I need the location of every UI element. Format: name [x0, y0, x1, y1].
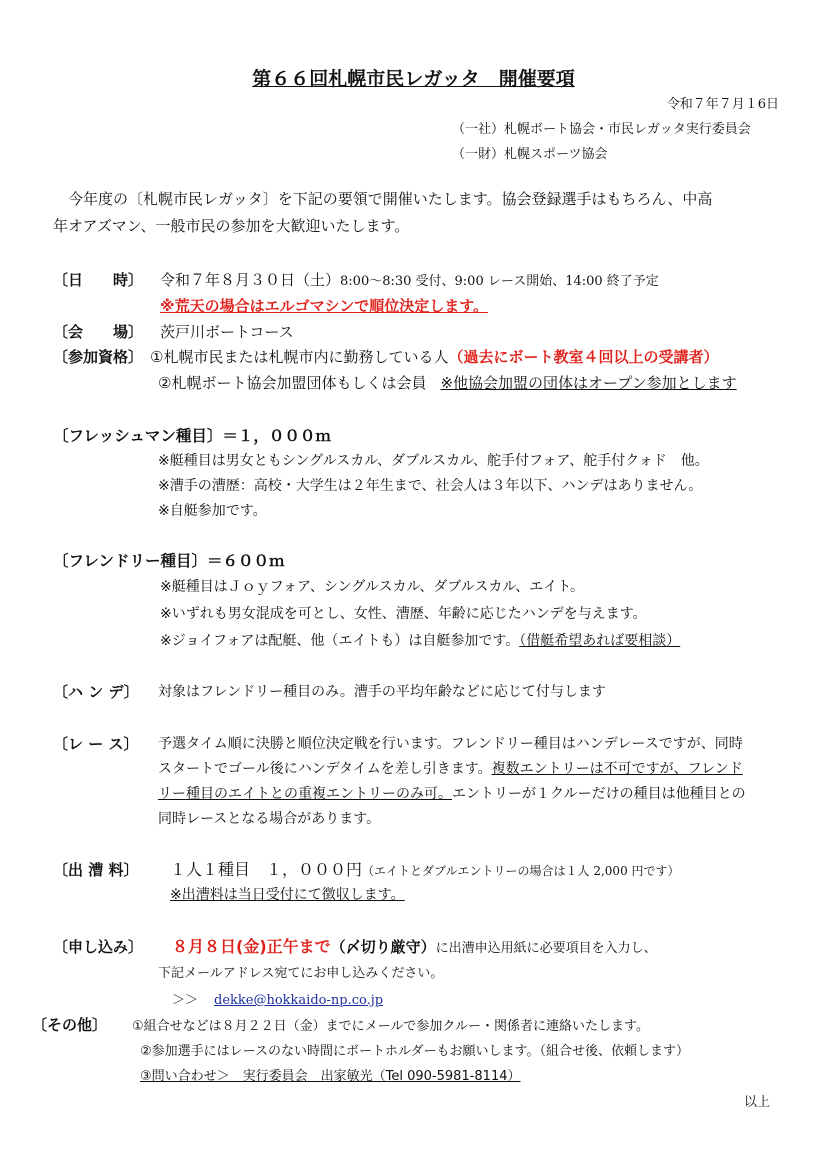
race-label: 〔レ ー ス〕 — [53, 735, 139, 753]
eligibility-item-2-text: ②札幌ボート協会加盟団体もしくは会員 — [158, 374, 427, 392]
race-line-3-text: エントリーが１クルーだけの種目は他種目との — [452, 786, 746, 802]
intro-line-2: 年オアズマン、一般市民の参加を大歓迎いたします。 — [53, 217, 410, 235]
friendly-note-2: ※いずれも男女混成を可とし、女性、漕歴、年齢に応じたハンデを与えます。 — [160, 606, 647, 622]
handicap-label: 〔ハ ン デ〕 — [53, 683, 139, 701]
application-strict: （〆切り厳守） — [330, 938, 436, 956]
other-item-1: ①組合せなどは８月２２日（金）までにメールで参加クルー・関係者に連絡いたします。 — [132, 1019, 649, 1034]
intro-line-1: 今年度の〔札幌市民レガッタ〕を下記の要領で開催いたします。協会登録選手はもちろん、中高 — [68, 190, 713, 208]
venue-label: 〔会 場〕 — [53, 323, 144, 341]
schedule-weather-note: ※荒天の場合はエルゴマシンで順位決定します。 — [160, 297, 489, 315]
other-label: 〔その他〕 — [32, 1016, 108, 1034]
eligibility-item-1-note: （過去にボート教室４回以上の受講者） — [448, 348, 719, 366]
issue-date: 令和７年７月１6日 — [666, 97, 779, 112]
application-deadline: ８月８日(金)正午まで — [172, 937, 331, 956]
application-line-1 — [172, 934, 657, 957]
eligibility-item-2 — [158, 372, 737, 393]
fee-label: 〔出 漕 料〕 — [53, 861, 139, 879]
schedule-date-value: 令和７年８月３０日（土） — [160, 271, 341, 289]
friendly-heading: 〔フレンドリー種目〕＝６００ｍ — [53, 552, 285, 570]
application-email-line — [172, 989, 383, 1008]
race-line-4: 同時レースとなる場合があります。 — [158, 811, 381, 827]
race-line-2-text: スタートでゴール後にハンデタイムを差し引きます。 — [158, 761, 492, 777]
fee-line — [170, 857, 680, 880]
race-line-3-underlined: リー種目のエイトとの重複エントリーのみ可。 — [158, 786, 452, 802]
application-instruction-1: に出漕申込用紙に必要項目を入力し、 — [435, 941, 657, 956]
friendly-note-1: ※艇種目はＪｏｙフォア、シングルスカル、ダブルスカル、エイト。 — [160, 579, 584, 595]
friendly-note-3 — [160, 630, 680, 650]
schedule-label: 〔日 時〕 — [53, 271, 144, 289]
email-link[interactable]: dekke@hokkaido-np.co.jp — [214, 993, 384, 1008]
other-item-2: ②参加選手にはレースのない時間にボートホルダーもお願いします。（組合せ後、依頼します） — [140, 1044, 689, 1059]
eligibility-item-1-text: ①札幌市民または札幌市内に勤務している人 — [150, 348, 449, 366]
freshman-note-3: ※自艇参加です。 — [158, 503, 267, 519]
schedule-times: 8:00～8:30 受付、9:00 レース開始、14:00 終了予定 — [340, 274, 659, 289]
application-label: 〔申し込み〕 — [53, 938, 144, 956]
application-instruction-2: 下記メールアドレス宛てにお申し込みください。 — [158, 966, 444, 981]
organizer-1: （一社）札幌ボート協会・市民レガッタ実行委員会 — [452, 122, 751, 137]
other-item-3: ③問い合わせ＞ 実行委員会 出家敏光（Tel 090-5981-8114） — [140, 1069, 521, 1084]
eligibility-label: 〔参加資格〕 — [53, 348, 144, 366]
page-title: 第６６回札幌市民レガッタ 開催要項 — [252, 68, 575, 90]
friendly-note-3-text: ※ジョイフォアは配艇、他（エイトも）は自艇参加です。 — [160, 633, 520, 649]
venue-value: 茨戸川ボートコース — [160, 323, 294, 341]
schedule-date — [160, 269, 659, 290]
race-line-2 — [158, 758, 743, 778]
freshman-heading: 〔フレッシュマン種目〕＝１，０００ｍ — [53, 427, 331, 445]
freshman-note-2: ※漕手の漕歴：高校・大学生は２年生まで、社会人は３年以下、ハンデはありません。 — [158, 478, 703, 494]
arrow-icon: ＞＞ — [172, 993, 199, 1008]
fee-value: １人１種目 １，０００円 — [170, 860, 363, 879]
race-line-1: 予選タイム順に決勝と順位決定戦を行います。フレンドリー種目はハンデレースですが、同時 — [158, 736, 743, 752]
fee-note-2: ※出漕料は当日受付にて徴収します。 — [170, 887, 405, 903]
closing: 以上 — [744, 1095, 771, 1110]
friendly-note-3-underlined: （借艇希望あれば要相談） — [519, 633, 681, 649]
race-line-3 — [158, 783, 746, 803]
handicap-value: 対象はフレンドリー種目のみ。漕手の平均年齢などに応じて付与します — [158, 684, 606, 700]
fee-note: （エイトとダブルエントリーの場合は１人 2,000 円です） — [362, 864, 680, 878]
race-line-2-underlined: 複数エントリーは不可ですが、フレンド — [491, 761, 743, 777]
eligibility-item-2-note: ※他協会加盟の団体はオープン参加とします — [440, 374, 737, 392]
freshman-note-1: ※艇種目は男女ともシングルスカル、ダブルスカル、舵手付フォア、舵手付クォド 他。 — [158, 453, 709, 469]
eligibility-item-1 — [150, 346, 718, 367]
organizer-2: （一財）札幌スポーツ協会 — [452, 147, 608, 162]
